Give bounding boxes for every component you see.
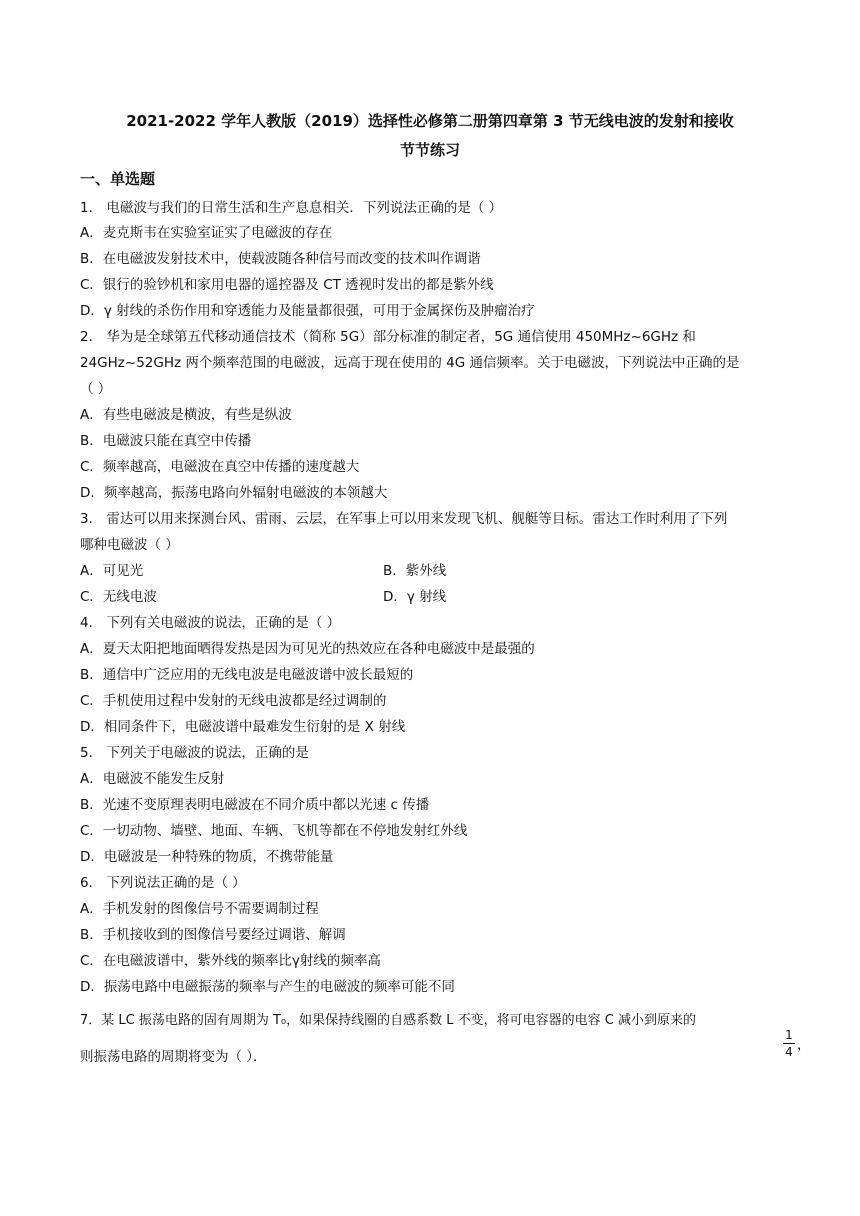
question-7-stem-line2: 则振荡电路的周期将变为（ ）． xyxy=(80,1049,267,1065)
fraction-numerator: 1 xyxy=(785,1028,793,1042)
question-1-stem: 1． 电磁波与我们的日常生活和生产息息相关．下列说法正确的是（ ） xyxy=(80,200,503,216)
question-3-stem-line1: 3． 雷达可以用来探测台风、雷雨、云层，在军事上可以用来发现飞机、舰艇等目标。雷达工作时利用了下列 xyxy=(80,511,728,527)
document-title-line1: 2021-2022 学年人教版（2019）选择性必修第二册第四章第 3 节无线电波的发射和接收 xyxy=(126,112,734,130)
question-2-option-d: D．频率越高，振荡电路向外辐射电磁波的本领越大 xyxy=(80,485,388,501)
question-2-stem-line2: 24GHz~52GHz 两个频率范围的电磁波，远高于现在使用的 4G 通信频率。关于电磁波，下列说法中正确的是 xyxy=(80,355,740,371)
question-3-option-a: A．可见光 xyxy=(80,563,144,579)
question-4-option-c: C．手机使用过程中发射的无线电波都是经过调制的 xyxy=(80,693,387,709)
question-3-option-c: C．无线电波 xyxy=(80,589,157,605)
fraction-bar xyxy=(783,1043,795,1044)
question-5-option-b: B．光速不变原理表明电磁波在不同介质中都以光速 c 传播 xyxy=(80,797,430,813)
question-1-option-d: D．γ 射线的杀伤作用和穿透能力及能量都很强，可用于金属探伤及肿瘤治疗 xyxy=(80,303,535,319)
question-2-option-b: B．电磁波只能在真空中传播 xyxy=(80,433,252,449)
question-2-stem-line3: （ ） xyxy=(80,381,112,397)
question-2-stem-line1: 2． 华为是全球第五代移动通信技术（简称 5G）部分标准的制定者，5G 通信使用 450MHz~6GHz 和 xyxy=(80,329,696,345)
document-title-line2: 节节练习 xyxy=(399,141,460,159)
question-5-option-a: A．电磁波不能发生反射 xyxy=(80,771,225,787)
question-1-option-c: C．银行的验钞机和家用电器的遥控器及 CT 透视时发出的都是紫外线 xyxy=(80,277,494,293)
question-6-option-b: B．手机接收到的图像信号要经过调谐、解调 xyxy=(80,927,346,943)
question-3-option-b: B．紫外线 xyxy=(383,563,447,579)
section-heading: 一、单选题 xyxy=(80,170,156,188)
question-6-option-c: C．在电磁波谱中，紫外线的频率比γ射线的频率高 xyxy=(80,953,381,969)
question-1-option-b: B．在电磁波发射技术中，使载波随各种信号而改变的技术叫作调谐 xyxy=(80,251,481,267)
question-6-option-a: A．手机发射的图像信号不需要调制过程 xyxy=(80,901,319,917)
question-6-option-d: D．振荡电路中电磁振荡的频率与产生的电磁波的频率可能不同 xyxy=(80,979,455,995)
question-7-comma: ， xyxy=(797,1037,811,1053)
question-1-option-a: A．麦克斯韦在实验室证实了电磁波的存在 xyxy=(80,225,333,241)
question-2-option-c: C．频率越高，电磁波在真空中传播的速度越大 xyxy=(80,459,360,475)
question-4-option-b: B．通信中广泛应用的无线电波是电磁波谱中波长最短的 xyxy=(80,667,414,683)
question-5-option-c: C．一切动物、墙壁、地面、车辆、飞机等都在不停地发射红外线 xyxy=(80,823,468,839)
question-6-stem: 6． 下列说法正确的是（ ） xyxy=(80,875,246,891)
question-4-stem: 4． 下列有关电磁波的说法，正确的是（ ） xyxy=(80,615,341,631)
question-5-stem: 5． 下列关于电磁波的说法，正确的是 xyxy=(80,745,309,761)
question-7-fraction xyxy=(783,1028,795,1059)
question-5-option-d: D．电磁波是一种特殊的物质，不携带能量 xyxy=(80,849,334,865)
question-3-stem-line2: 哪种电磁波（ ） xyxy=(80,537,179,553)
fraction-denominator: 4 xyxy=(785,1045,793,1059)
question-3-option-d: D．γ 射线 xyxy=(383,589,447,605)
question-2-option-a: A．有些电磁波是横波，有些是纵波 xyxy=(80,407,292,423)
question-4-option-d: D．相同条件下，电磁波谱中最难发生衍射的是 X 射线 xyxy=(80,719,406,735)
question-7-stem-line1: 7．某 LC 振荡电路的固有周期为 T₀，如果保持线圈的自感系数 L 不变，将可电容器的电容 C 减小到原来的 xyxy=(80,1013,696,1028)
question-4-option-a: A．夏天太阳把地面晒得发热是因为可见光的热效应在各种电磁波中是最强的 xyxy=(80,641,535,657)
